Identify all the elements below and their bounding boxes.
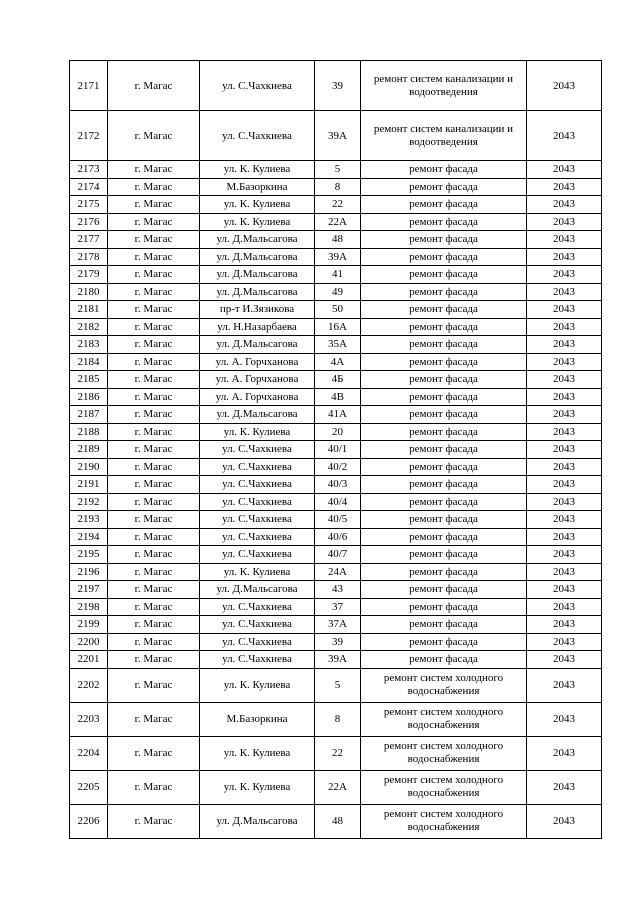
table-row: [70, 371, 602, 389]
city-cell: г. Магас: [108, 423, 200, 441]
year-cell: 2043: [527, 61, 602, 111]
row-number-cell: 2179: [70, 266, 108, 284]
city-cell: г. Магас: [108, 266, 200, 284]
year-cell: 2043: [527, 511, 602, 529]
row-number-cell: 2203: [70, 702, 108, 736]
work-type-cell: ремонт фасада: [361, 493, 527, 511]
work-type-cell: ремонт фасада: [361, 178, 527, 196]
house-number-cell: 50: [315, 301, 361, 319]
work-type-cell: ремонт фасада: [361, 598, 527, 616]
house-number-cell: 5: [315, 668, 361, 702]
work-type-cell: ремонт фасада: [361, 371, 527, 389]
year-cell: 2043: [527, 178, 602, 196]
work-type-cell: ремонт фасада: [361, 423, 527, 441]
work-type-cell: ремонт фасада: [361, 476, 527, 494]
row-number-cell: 2199: [70, 616, 108, 634]
table-row: [70, 388, 602, 406]
year-cell: 2043: [527, 248, 602, 266]
table-row: [70, 633, 602, 651]
house-number-cell: 39: [315, 61, 361, 111]
year-cell: 2043: [527, 371, 602, 389]
city-cell: г. Магас: [108, 702, 200, 736]
year-cell: 2043: [527, 161, 602, 179]
street-cell: ул. Д.Мальсагова: [200, 266, 315, 284]
house-number-cell: 40/2: [315, 458, 361, 476]
table-row: [70, 528, 602, 546]
row-number-cell: 2180: [70, 283, 108, 301]
city-cell: г. Магас: [108, 178, 200, 196]
year-cell: 2043: [527, 353, 602, 371]
year-cell: 2043: [527, 266, 602, 284]
row-number-cell: 2175: [70, 196, 108, 214]
year-cell: 2043: [527, 318, 602, 336]
city-cell: г. Магас: [108, 371, 200, 389]
street-cell: ул. А. Горчханова: [200, 371, 315, 389]
street-cell: ул. С.Чахкиева: [200, 651, 315, 669]
row-number-cell: 2177: [70, 231, 108, 249]
year-cell: 2043: [527, 651, 602, 669]
house-number-cell: 41А: [315, 406, 361, 424]
work-type-cell: ремонт фасада: [361, 196, 527, 214]
year-cell: 2043: [527, 581, 602, 599]
house-number-cell: 8: [315, 702, 361, 736]
city-cell: г. Магас: [108, 546, 200, 564]
house-number-cell: 20: [315, 423, 361, 441]
row-number-cell: 2192: [70, 493, 108, 511]
work-type-cell: ремонт фасада: [361, 616, 527, 634]
city-cell: г. Магас: [108, 301, 200, 319]
house-number-cell: 48: [315, 804, 361, 838]
street-cell: ул. С.Чахкиева: [200, 616, 315, 634]
city-cell: г. Магас: [108, 804, 200, 838]
city-cell: г. Магас: [108, 633, 200, 651]
work-type-cell: ремонт систем холодного водоснабжения: [361, 804, 527, 838]
row-number-cell: 2188: [70, 423, 108, 441]
year-cell: 2043: [527, 616, 602, 634]
table-row: [70, 248, 602, 266]
street-cell: ул. А. Горчханова: [200, 353, 315, 371]
year-cell: 2043: [527, 301, 602, 319]
house-number-cell: 4В: [315, 388, 361, 406]
city-cell: г. Магас: [108, 563, 200, 581]
street-cell: ул. Д.Мальсагова: [200, 283, 315, 301]
house-number-cell: 35А: [315, 336, 361, 354]
table-row: [70, 598, 602, 616]
table-row: [70, 493, 602, 511]
city-cell: г. Магас: [108, 651, 200, 669]
city-cell: г. Магас: [108, 231, 200, 249]
row-number-cell: 2194: [70, 528, 108, 546]
row-number-cell: 2202: [70, 668, 108, 702]
street-cell: ул. К. Кулиева: [200, 736, 315, 770]
work-type-cell: ремонт фасада: [361, 581, 527, 599]
work-type-cell: ремонт систем канализации и водоотведения: [361, 111, 527, 161]
city-cell: г. Магас: [108, 248, 200, 266]
street-cell: ул. К. Кулиева: [200, 563, 315, 581]
house-number-cell: 39А: [315, 651, 361, 669]
table-row: [70, 441, 602, 459]
year-cell: 2043: [527, 111, 602, 161]
table-row: [70, 213, 602, 231]
year-cell: 2043: [527, 196, 602, 214]
house-number-cell: 22А: [315, 770, 361, 804]
work-type-cell: ремонт фасада: [361, 231, 527, 249]
year-cell: 2043: [527, 283, 602, 301]
row-number-cell: 2206: [70, 804, 108, 838]
street-cell: ул. С.Чахкиева: [200, 458, 315, 476]
street-cell: ул. С.Чахкиева: [200, 598, 315, 616]
work-type-cell: ремонт фасада: [361, 301, 527, 319]
city-cell: г. Магас: [108, 668, 200, 702]
house-number-cell: 48: [315, 231, 361, 249]
table-row: [70, 804, 602, 838]
table-row: [70, 476, 602, 494]
work-type-cell: ремонт систем холодного водоснабжения: [361, 668, 527, 702]
year-cell: 2043: [527, 598, 602, 616]
work-type-cell: ремонт фасада: [361, 248, 527, 266]
city-cell: г. Магас: [108, 61, 200, 111]
table-row: [70, 563, 602, 581]
work-type-cell: ремонт систем холодного водоснабжения: [361, 736, 527, 770]
street-cell: ул. С.Чахкиева: [200, 511, 315, 529]
year-cell: 2043: [527, 441, 602, 459]
year-cell: 2043: [527, 528, 602, 546]
table-row: [70, 616, 602, 634]
year-cell: 2043: [527, 458, 602, 476]
table-row: [70, 770, 602, 804]
row-number-cell: 2176: [70, 213, 108, 231]
row-number-cell: 2182: [70, 318, 108, 336]
year-cell: 2043: [527, 633, 602, 651]
house-number-cell: 22А: [315, 213, 361, 231]
table-row: [70, 266, 602, 284]
row-number-cell: 2186: [70, 388, 108, 406]
house-number-cell: 4Б: [315, 371, 361, 389]
table-row: [70, 161, 602, 179]
city-cell: г. Магас: [108, 318, 200, 336]
work-type-cell: ремонт фасада: [361, 318, 527, 336]
city-cell: г. Магас: [108, 736, 200, 770]
row-number-cell: 2171: [70, 61, 108, 111]
house-number-cell: 39А: [315, 248, 361, 266]
house-number-cell: 22: [315, 736, 361, 770]
house-number-cell: 5: [315, 161, 361, 179]
street-cell: ул. К. Кулиева: [200, 668, 315, 702]
row-number-cell: 2190: [70, 458, 108, 476]
house-number-cell: 41: [315, 266, 361, 284]
house-number-cell: 40/3: [315, 476, 361, 494]
city-cell: г. Магас: [108, 511, 200, 529]
city-cell: г. Магас: [108, 196, 200, 214]
row-number-cell: 2205: [70, 770, 108, 804]
table-row: [70, 283, 602, 301]
city-cell: г. Магас: [108, 476, 200, 494]
street-cell: ул. Д.Мальсагова: [200, 581, 315, 599]
city-cell: г. Магас: [108, 213, 200, 231]
work-type-cell: ремонт систем холодного водоснабжения: [361, 702, 527, 736]
street-cell: пр-т И.Зязикова: [200, 301, 315, 319]
work-type-cell: ремонт фасада: [361, 528, 527, 546]
table-row: [70, 546, 602, 564]
street-cell: ул. С.Чахкиева: [200, 546, 315, 564]
table-row: [70, 423, 602, 441]
work-type-cell: ремонт фасада: [361, 213, 527, 231]
house-number-cell: 24А: [315, 563, 361, 581]
row-number-cell: 2195: [70, 546, 108, 564]
city-cell: г. Магас: [108, 493, 200, 511]
table-row: [70, 196, 602, 214]
year-cell: 2043: [527, 231, 602, 249]
city-cell: г. Магас: [108, 336, 200, 354]
year-cell: 2043: [527, 804, 602, 838]
table-row: [70, 231, 602, 249]
year-cell: 2043: [527, 406, 602, 424]
year-cell: 2043: [527, 213, 602, 231]
city-cell: г. Магас: [108, 528, 200, 546]
street-cell: М.Базоркина: [200, 702, 315, 736]
table-row: [70, 178, 602, 196]
row-number-cell: 2196: [70, 563, 108, 581]
street-cell: ул. К. Кулиева: [200, 770, 315, 804]
work-type-cell: ремонт фасада: [361, 266, 527, 284]
table-row: [70, 336, 602, 354]
table-row: [70, 581, 602, 599]
row-number-cell: 2200: [70, 633, 108, 651]
house-number-cell: 40/4: [315, 493, 361, 511]
city-cell: г. Магас: [108, 406, 200, 424]
work-type-cell: ремонт фасада: [361, 336, 527, 354]
work-type-cell: ремонт фасада: [361, 511, 527, 529]
street-cell: ул. Н.Назарбаева: [200, 318, 315, 336]
house-number-cell: 40/5: [315, 511, 361, 529]
year-cell: 2043: [527, 563, 602, 581]
work-type-cell: ремонт фасада: [361, 161, 527, 179]
house-number-cell: 40/6: [315, 528, 361, 546]
work-type-cell: ремонт фасада: [361, 651, 527, 669]
street-cell: ул. С.Чахкиева: [200, 441, 315, 459]
street-cell: ул. Д.Мальсагова: [200, 248, 315, 266]
city-cell: г. Магас: [108, 161, 200, 179]
table-body: [70, 61, 602, 839]
year-cell: 2043: [527, 423, 602, 441]
work-type-cell: ремонт систем канализации и водоотведения: [361, 61, 527, 111]
house-number-cell: 8: [315, 178, 361, 196]
work-type-cell: ремонт фасада: [361, 406, 527, 424]
street-cell: ул. С.Чахкиева: [200, 476, 315, 494]
street-cell: ул. Д.Мальсагова: [200, 804, 315, 838]
table-row: [70, 736, 602, 770]
table-row: [70, 511, 602, 529]
street-cell: ул. К. Кулиева: [200, 423, 315, 441]
city-cell: г. Магас: [108, 283, 200, 301]
row-number-cell: 2184: [70, 353, 108, 371]
street-cell: ул. К. Кулиева: [200, 213, 315, 231]
table-row: [70, 301, 602, 319]
table-row: [70, 668, 602, 702]
work-type-cell: ремонт фасада: [361, 441, 527, 459]
work-type-cell: ремонт фасада: [361, 563, 527, 581]
street-cell: ул. К. Кулиева: [200, 161, 315, 179]
work-type-cell: ремонт систем холодного водоснабжения: [361, 770, 527, 804]
row-number-cell: 2201: [70, 651, 108, 669]
row-number-cell: 2189: [70, 441, 108, 459]
row-number-cell: 2181: [70, 301, 108, 319]
city-cell: г. Магас: [108, 598, 200, 616]
house-number-cell: 22: [315, 196, 361, 214]
row-number-cell: 2174: [70, 178, 108, 196]
table-row: [70, 111, 602, 161]
street-cell: М.Базоркина: [200, 178, 315, 196]
table-row: [70, 406, 602, 424]
house-number-cell: 40/7: [315, 546, 361, 564]
city-cell: г. Магас: [108, 111, 200, 161]
row-number-cell: 2178: [70, 248, 108, 266]
table-row: [70, 458, 602, 476]
year-cell: 2043: [527, 702, 602, 736]
year-cell: 2043: [527, 668, 602, 702]
repair-schedule-table: [69, 60, 602, 839]
house-number-cell: 37А: [315, 616, 361, 634]
house-number-cell: 49: [315, 283, 361, 301]
city-cell: г. Магас: [108, 388, 200, 406]
year-cell: 2043: [527, 493, 602, 511]
street-cell: ул. С.Чахкиева: [200, 493, 315, 511]
work-type-cell: ремонт фасада: [361, 458, 527, 476]
house-number-cell: 16А: [315, 318, 361, 336]
street-cell: ул. С.Чахкиева: [200, 528, 315, 546]
table-row: [70, 318, 602, 336]
year-cell: 2043: [527, 736, 602, 770]
house-number-cell: 37: [315, 598, 361, 616]
street-cell: ул. Д.Мальсагова: [200, 406, 315, 424]
year-cell: 2043: [527, 770, 602, 804]
house-number-cell: 4А: [315, 353, 361, 371]
street-cell: ул. С.Чахкиева: [200, 61, 315, 111]
city-cell: г. Магас: [108, 458, 200, 476]
row-number-cell: 2183: [70, 336, 108, 354]
street-cell: ул. А. Горчханова: [200, 388, 315, 406]
city-cell: г. Магас: [108, 353, 200, 371]
street-cell: ул. Д.Мальсагова: [200, 231, 315, 249]
city-cell: г. Магас: [108, 616, 200, 634]
row-number-cell: 2187: [70, 406, 108, 424]
street-cell: ул. К. Кулиева: [200, 196, 315, 214]
row-number-cell: 2197: [70, 581, 108, 599]
table-row: [70, 61, 602, 111]
street-cell: ул. С.Чахкиева: [200, 111, 315, 161]
row-number-cell: 2191: [70, 476, 108, 494]
row-number-cell: 2172: [70, 111, 108, 161]
row-number-cell: 2198: [70, 598, 108, 616]
row-number-cell: 2173: [70, 161, 108, 179]
year-cell: 2043: [527, 476, 602, 494]
year-cell: 2043: [527, 336, 602, 354]
year-cell: 2043: [527, 546, 602, 564]
table-row: [70, 651, 602, 669]
city-cell: г. Магас: [108, 441, 200, 459]
house-number-cell: 39А: [315, 111, 361, 161]
table-row: [70, 353, 602, 371]
street-cell: ул. Д.Мальсагова: [200, 336, 315, 354]
row-number-cell: 2193: [70, 511, 108, 529]
house-number-cell: 40/1: [315, 441, 361, 459]
house-number-cell: 43: [315, 581, 361, 599]
street-cell: ул. С.Чахкиева: [200, 633, 315, 651]
work-type-cell: ремонт фасада: [361, 546, 527, 564]
table-row: [70, 702, 602, 736]
house-number-cell: 39: [315, 633, 361, 651]
work-type-cell: ремонт фасада: [361, 283, 527, 301]
work-type-cell: ремонт фасада: [361, 388, 527, 406]
city-cell: г. Магас: [108, 581, 200, 599]
work-type-cell: ремонт фасада: [361, 353, 527, 371]
row-number-cell: 2204: [70, 736, 108, 770]
row-number-cell: 2185: [70, 371, 108, 389]
year-cell: 2043: [527, 388, 602, 406]
city-cell: г. Магас: [108, 770, 200, 804]
work-type-cell: ремонт фасада: [361, 633, 527, 651]
